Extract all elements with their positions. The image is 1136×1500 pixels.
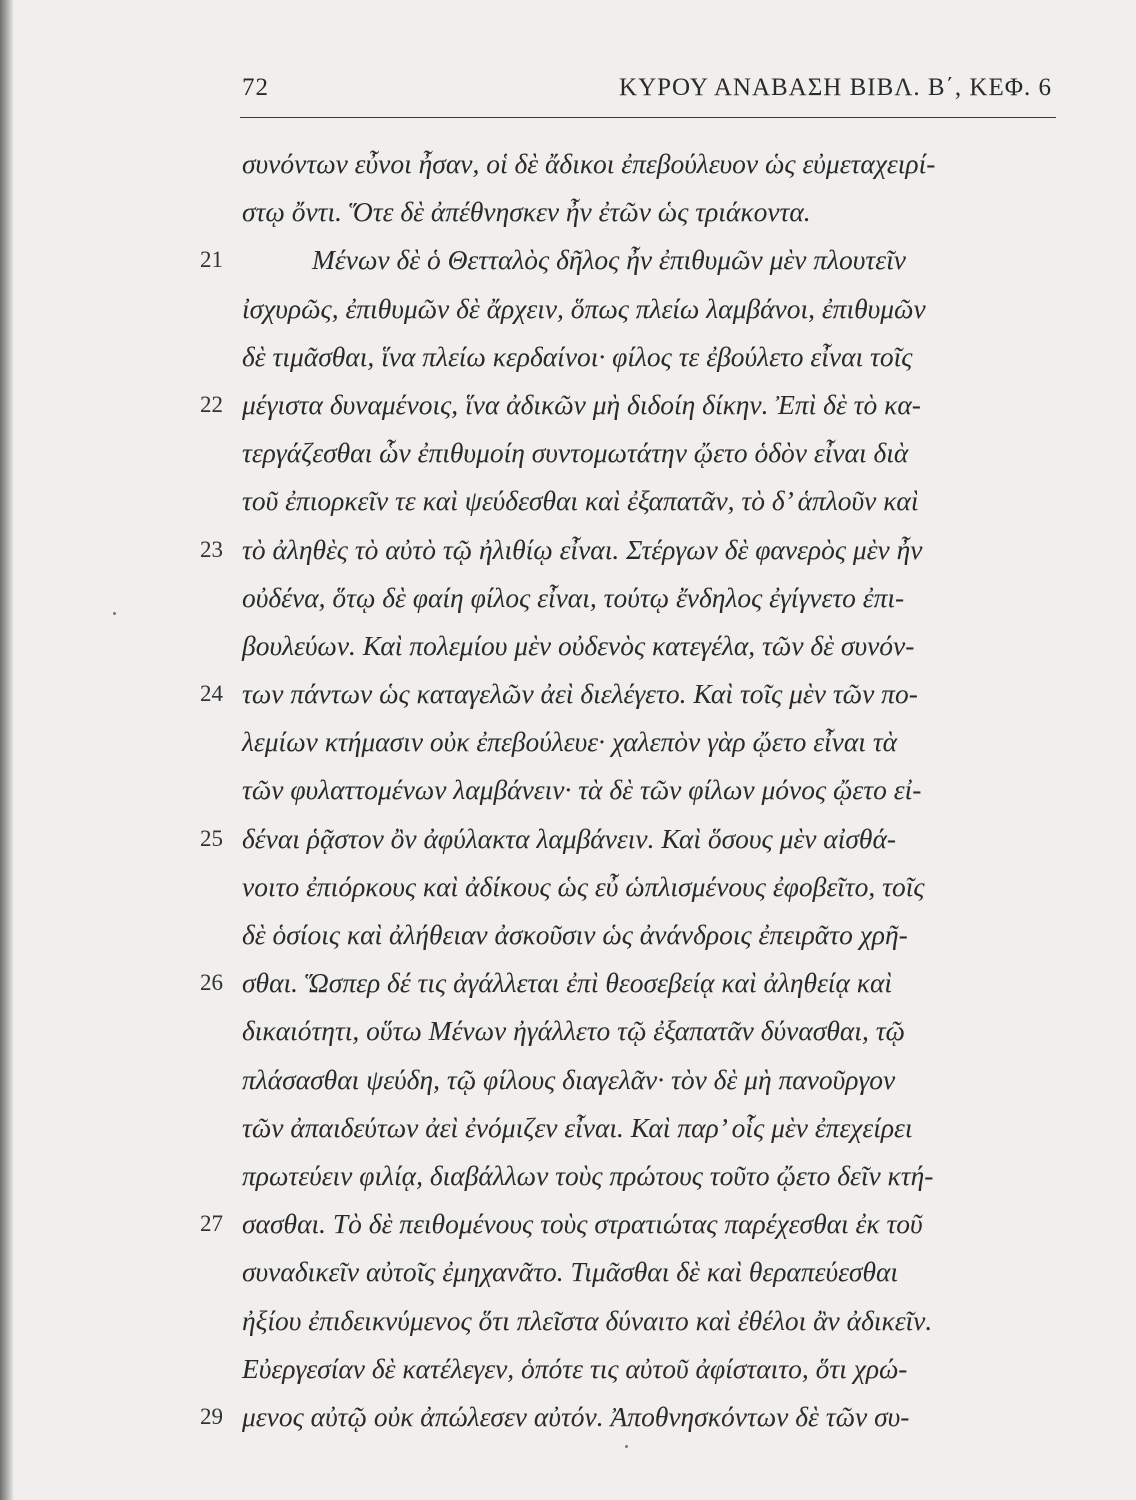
text-line: 27 σασθαι. Τὸ δὲ πειθομένους τοὺς στρατιώτας παρέχεσθαι ἐκ τοῦ bbox=[242, 1200, 1062, 1248]
page-header bbox=[242, 74, 1052, 114]
text-line: ἠξίου ἐπιδεικνύμενος ὅτι πλεῖστα δύναιτο καὶ ἐθέλοι ἂν ἀδικεῖν. bbox=[242, 1304, 933, 1336]
text-line: 21 Μένων δὲ ὁ Θετταλὸς δῆλος ἦν ἐπιθυμῶν μὲν πλουτεῖν bbox=[242, 236, 1062, 284]
page-number: 72 bbox=[242, 74, 269, 101]
text-line: 24 των πάντων ὡς καταγελῶν ἀεὶ διελέγετο. Καὶ τοῖς μὲν τῶν πο- bbox=[242, 670, 1062, 718]
section-number: 23 bbox=[200, 536, 223, 562]
text-line: τῶν φυλαττομένων λαμβάνειν· τὰ δὲ τῶν φίλων μόνος ᾤετο εἰ- bbox=[242, 774, 922, 806]
text-line: 25 δέναι ῥᾷστον ὂν ἀφύλακτα λαμβάνειν. Καὶ ὅσους μὲν αἰσθά- bbox=[242, 815, 1062, 863]
paper-speck bbox=[113, 612, 116, 615]
text-line: συναδικεῖν αὐτοῖς ἐμηχανᾶτο. Τιμᾶσθαι δὲ καὶ θεραπεύεσθαι bbox=[242, 1256, 899, 1288]
text-line: πρωτεύειν φιλίᾳ, διαβάλλων τοὺς πρώτους τοῦτο ᾤετο δεῖν κτή- bbox=[242, 1159, 934, 1191]
section-number: 24 bbox=[200, 681, 223, 707]
text-line: λεμίων κτήμασιν οὐκ ἐπεβούλευε· χαλεπὸν γὰρ ᾤετο εἶναι τὰ bbox=[242, 726, 898, 758]
text-line: ἰσχυρῶς, ἐπιθυμῶν δὲ ἄρχειν, ὅπως πλείω λαμβάνοι, ἐπιθυμῶν bbox=[242, 292, 926, 324]
text-line: Εὐεργεσίαν δὲ κατέλεγεν, ὁπότε τις αὐτοῦ ἀφίσταιτο, ὅτι χρώ- bbox=[242, 1352, 908, 1384]
text-line: τῶν ἀπαιδεύτων ἀεὶ ἐνόμιζεν εἶναι. Καὶ παρ’ οἷς μὲν ἐπεχείρει bbox=[242, 1111, 913, 1143]
text-line: βουλεύων. Καὶ πολεμίου μὲν οὐδενὸς κατεγέλα, τῶν δὲ συνόν- bbox=[242, 629, 915, 661]
main-text bbox=[200, 140, 1062, 1441]
text-line: 22 μέγιστα δυναμένοις, ἵνα ἀδικῶν μὴ διδοίη δίκην. Ἐπὶ δὲ τὸ κα- bbox=[242, 381, 1062, 429]
text-line: 23 τὸ ἀληθὲς τὸ αὐτὸ τῷ ἠλιθίῳ εἶναι. Στέργων δὲ φανερὸς μὲν ἦν bbox=[242, 526, 1062, 574]
running-title: ΚΥΡΟΥ ΑΝΑΒΑΣΗ ΒΙΒΛ. Β΄, ΚΕΦ. 6 bbox=[619, 74, 1052, 101]
section-number: 22 bbox=[200, 391, 223, 417]
paper-speck bbox=[625, 1445, 628, 1448]
header-rule bbox=[240, 117, 1056, 118]
page-gutter-shadow bbox=[0, 0, 14, 1500]
text-line: 26 σθαι. Ὥσπερ δέ τις ἀγάλλεται ἐπὶ θεοσεβείᾳ καὶ ἀληθείᾳ καὶ bbox=[242, 959, 1062, 1007]
section-number: 27 bbox=[200, 1211, 223, 1237]
text-line: τοῦ ἐπιορκεῖν τε καὶ ψεύδεσθαι καὶ ἐξαπατᾶν, τὸ δ’ ἁπλοῦν καὶ bbox=[242, 485, 919, 517]
section-number: 29 bbox=[200, 1403, 223, 1429]
section-number: 21 bbox=[200, 247, 223, 273]
text-line: 29 μενος αὐτῷ οὐκ ἀπώλεσεν αὐτόν. Ἀποθνησκόντων δὲ τῶν συ- bbox=[242, 1393, 1062, 1441]
text-line: συνόντων εὖνοι ἦσαν, οἱ δὲ ἄδικοι ἐπεβούλευον ὡς εὐμεταχειρί- bbox=[242, 148, 936, 179]
text-line: πλάσασθαι ψεύδη, τῷ φίλους διαγελᾶν· τὸν δὲ μὴ πανοῦργον bbox=[242, 1063, 896, 1095]
text-line: νοιτο ἐπιόρκους καὶ ἀδίκους ὡς εὖ ὡπλισμένους ἐφοβεῖτο, τοῖς bbox=[242, 870, 925, 902]
text-line: δὲ ὁσίοις καὶ ἀλήθειαν ἀσκοῦσιν ὡς ἀνάνδροις ἐπειρᾶτο χρῆ- bbox=[242, 919, 908, 950]
text-line: δὲ τιμᾶσθαι, ἵνα πλείω κερδαίνοι· φίλος τε ἐβούλετο εἶναι τοῖς bbox=[242, 340, 913, 372]
text-line: τεργάζεσθαι ὧν ἐπιθυμοίη συντομωτάτην ᾤετο ὁδὸν εἶναι διὰ bbox=[242, 437, 909, 469]
section-number: 26 bbox=[200, 970, 223, 996]
text-line: οὐδένα, ὅτῳ δὲ φαίη φίλος εἶναι, τούτῳ ἔνδηλος ἐγίγνετο ἐπι- bbox=[242, 581, 905, 613]
text-line: δικαιότητι, οὕτω Μένων ἠγάλλετο τῷ ἐξαπατᾶν δύνασθαι, τῷ bbox=[242, 1015, 905, 1047]
section-number: 25 bbox=[200, 825, 223, 851]
text-line: στῳ ὄντι. Ὅτε δὲ ἀπέθνησκεν ἦν ἐτῶν ὡς τριάκοντα. bbox=[242, 196, 811, 228]
